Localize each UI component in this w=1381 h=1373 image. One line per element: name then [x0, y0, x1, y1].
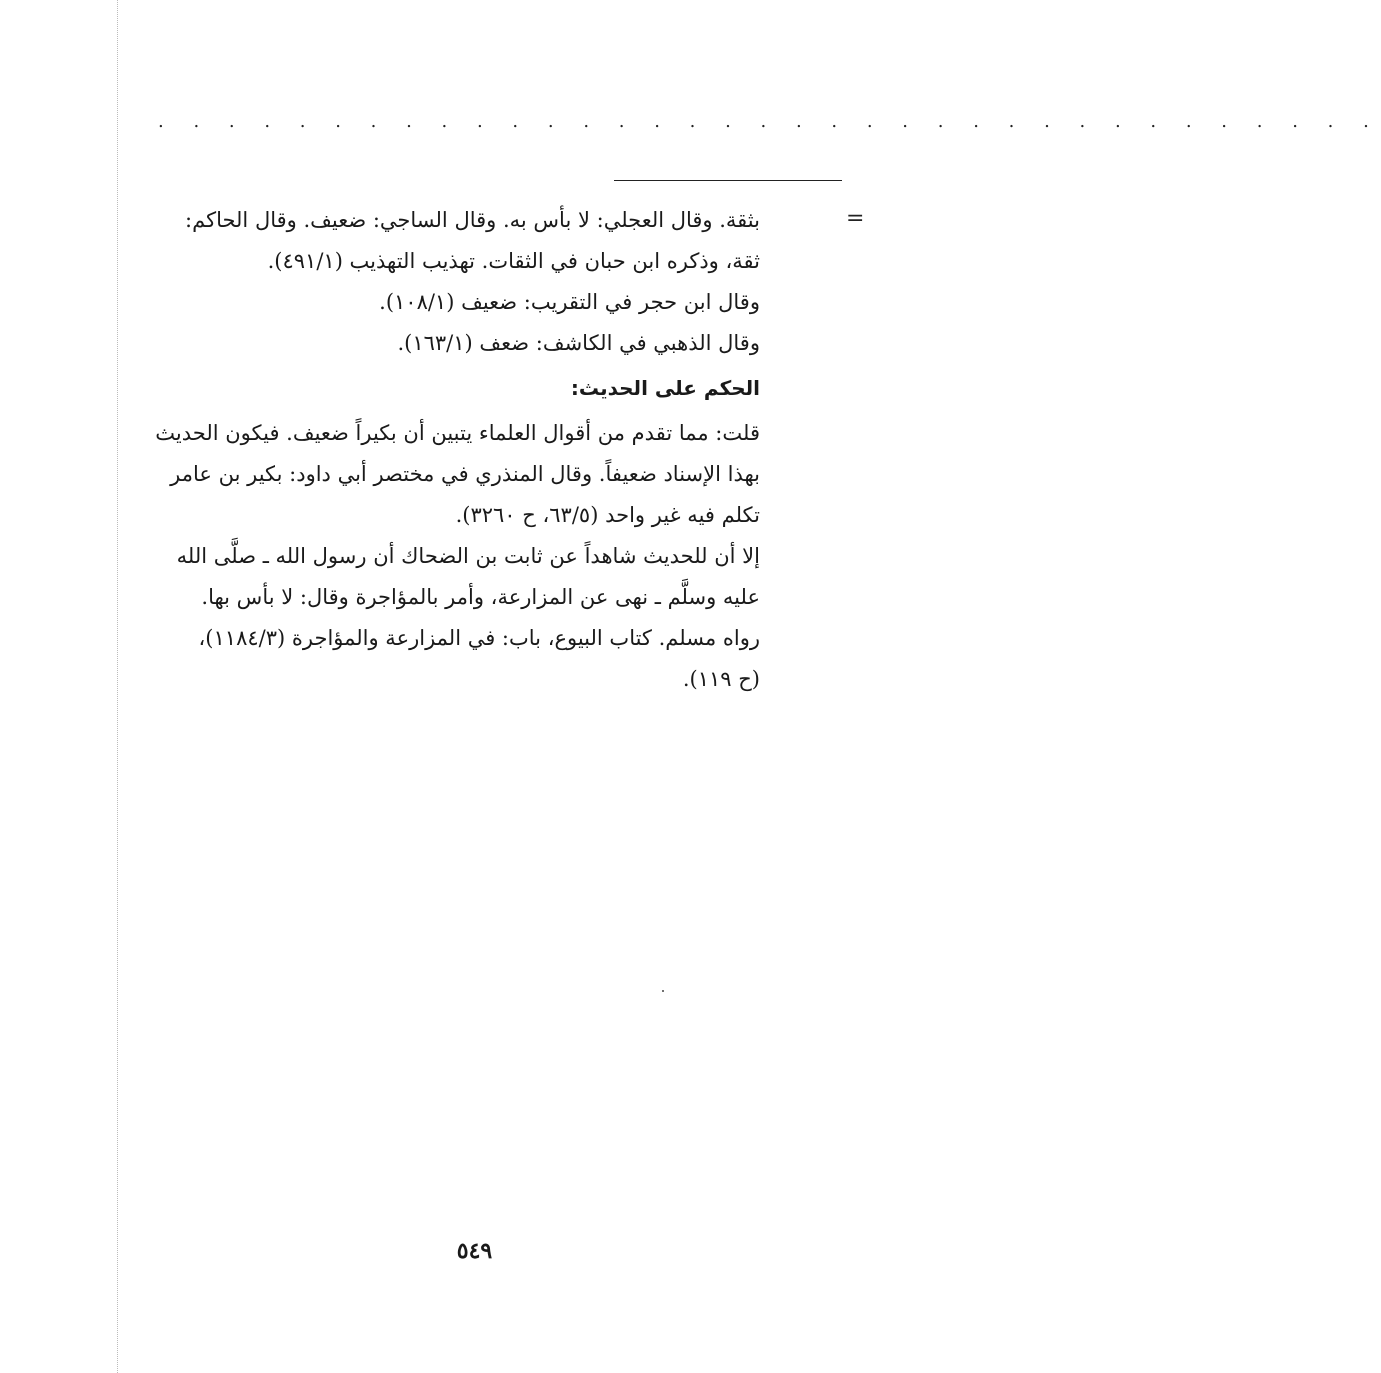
separator-dots: . . . . . . . . . . . . . . . . . . . . . . . . . . . . . . . . . . .: [158, 111, 1381, 132]
body-line: (ح ١١٩).: [682, 667, 760, 691]
body-line: قلت: مما تقدم من أقوال العلماء يتبين أن بكيراً ضعيف. فيكون الحديث: [155, 421, 760, 445]
footnote-line: وقال الذهبي في الكاشف: ضعف (١٦٣/١).: [397, 331, 760, 355]
footnote-line: وقال ابن حجر في التقريب: ضعيف (١٠٨/١).: [379, 290, 760, 314]
page-number: ٥٤٩: [456, 1238, 493, 1264]
footnote-block: [140, 200, 760, 364]
footnote-line: بثقة. وقال العجلي: لا بأس به. وقال الساجي: ضعيف. وقال الحاكم:: [185, 208, 760, 232]
continuation-mark: =: [846, 206, 865, 231]
scan-margin-line: [117, 0, 118, 1373]
body-line: رواه مسلم. كتاب البيوع، باب: في المزارعة والمؤاجرة (١١٨٤/٣)،: [198, 626, 760, 650]
footnote-rule: [614, 180, 842, 181]
scan-speck: [662, 990, 664, 992]
body-line: عليه وسلَّم ـ نهى عن المزارعة، وأمر بالمؤاجرة وقال: لا بأس بها.: [201, 585, 760, 609]
footnote-line: ثقة، وذكره ابن حبان في الثقات. تهذيب التهذيب (٤٩١/١).: [267, 249, 760, 273]
hadith-ruling-section: [140, 368, 760, 700]
body-line: إلا أن للحديث شاهداً عن ثابت بن الضحاك أن رسول الله ـ صلَّى الله: [176, 544, 760, 568]
body-line: تكلم فيه غير واحد (٦٣/٥، ح ٣٢٦٠).: [455, 503, 760, 527]
section-heading: الحكم على الحديث:: [570, 376, 760, 400]
body-line: بهذا الإسناد ضعيفاً. وقال المنذري في مختصر أبي داود: بكير بن عامر: [170, 462, 760, 486]
